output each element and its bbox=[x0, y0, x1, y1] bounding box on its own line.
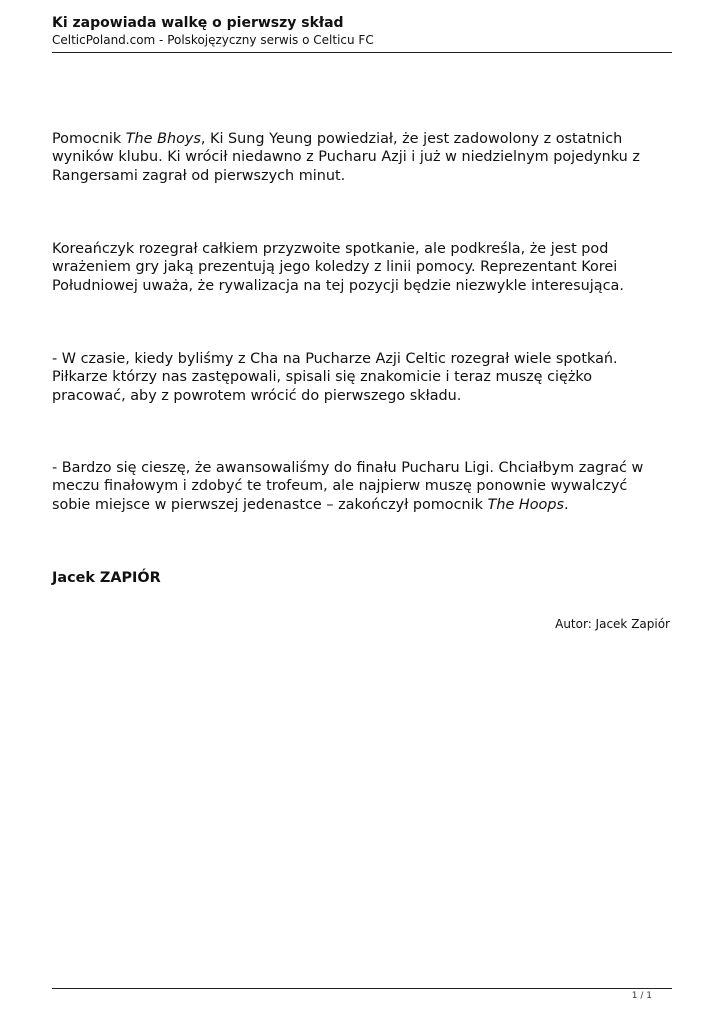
paragraph-4 bbox=[52, 459, 662, 514]
paragraph-2: Koreańczyk rozegrał całkiem przyzwoite spotkanie, ale podkreśla, że jest pod wrażeniem gry jaką prezentują jego koledzy z linii pomocy. Reprezentant Korei Południowej uważa, że rywalizacja na tej pozycji będzie niezwykle interesująca. bbox=[52, 241, 624, 294]
paragraph-1 bbox=[52, 130, 662, 185]
paragraph-4-text-a: - Bardzo się cieszę, że awansowaliśmy do finału Pucharu Ligi. Chciałbym zagrać w meczu finałowym i zdobyć te trofeum, ale najpierw muszę ponownie wywalczyć sobie miejsce w pierwszej jedenastce – zakończył pomocnik bbox=[52, 460, 644, 513]
header-rule bbox=[52, 52, 672, 53]
paragraph-1-emphasis: The Bhoys bbox=[125, 131, 201, 147]
document-title: Ki zapowiada walkę o pierwszy skład bbox=[52, 15, 344, 31]
paragraph-4-emphasis: The Hoops bbox=[487, 496, 564, 513]
page-number: 1 / 1 bbox=[631, 991, 652, 1001]
paragraph-1-text-a: Pomocnik bbox=[52, 131, 126, 147]
document-subtitle: CelticPoland.com - Polskojęzyczny serwis o Celticu FC bbox=[52, 33, 374, 47]
footer-rule bbox=[52, 988, 672, 989]
document-header bbox=[52, 14, 672, 48]
paragraph-1-text-c: , Ki Sung Yeung powiedział, że jest zadowolony z ostatnich wyników klubu. Ki wrócił niedawno z Pucharu Azji i już w niedzielnym pojedynku z Rangersami zagrał od pierwszych minut. bbox=[52, 131, 640, 184]
article-author: Autor: Jacek Zapiór bbox=[555, 617, 670, 631]
paragraph-3: - W czasie, kiedy byliśmy z Cha na Pucharze Azji Celtic rozegrał wiele spotkań. Piłkarze którzy nas zastępowali, spisali się znakomicie i teraz muszę ciężko pracować, aby z powrotem wrócić do pierwszego składu. bbox=[52, 351, 618, 404]
paragraph-4-text-c: . bbox=[563, 496, 569, 513]
article-signature: Jacek ZAPIÓR bbox=[52, 570, 161, 586]
